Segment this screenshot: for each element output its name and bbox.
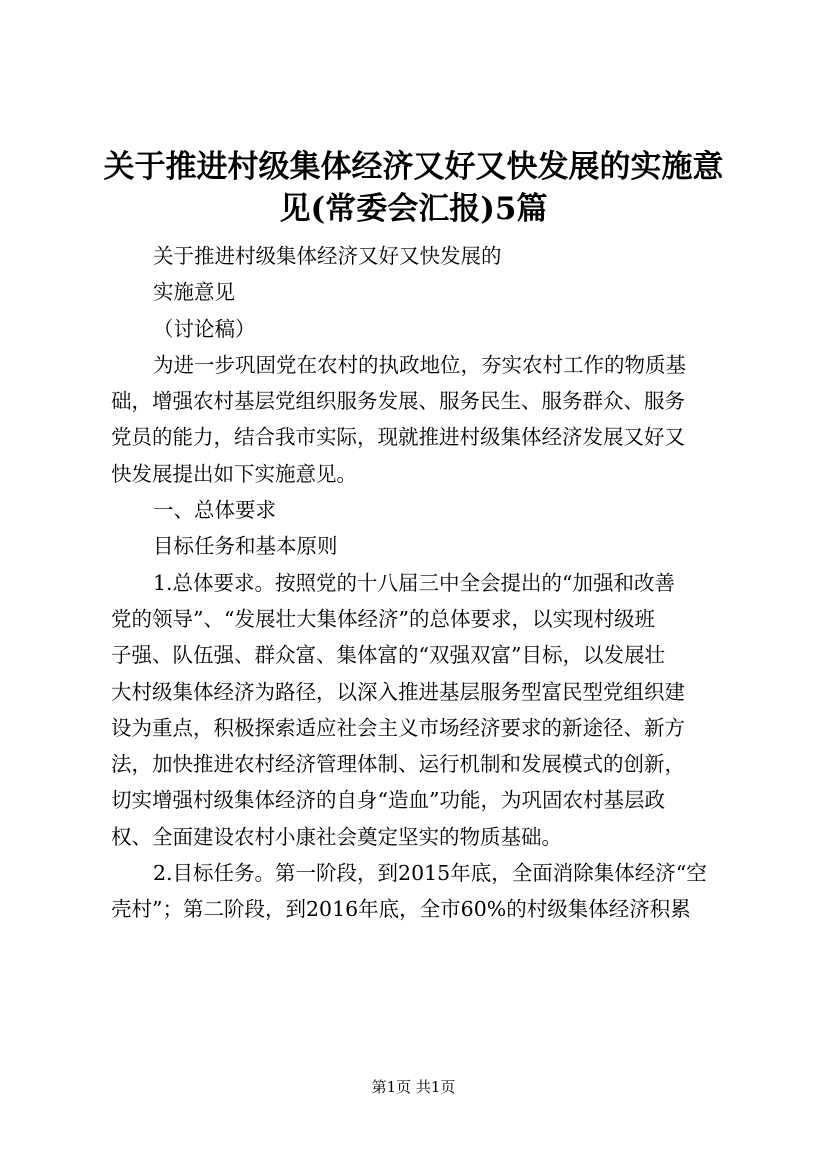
paragraph-line: 2.目标任务。第一阶段，到2015年底，全面消除集体经济“空 [153,861,707,886]
page-footer: 第1页 共1页 [371,1078,456,1096]
document-body [111,238,723,928]
paragraph [111,238,723,274]
paragraph [111,528,723,564]
paragraph-line: 大村级集体经济为路径，以深入推进基层服务型富民型党组织建 [111,679,685,704]
paragraph-line: 壳村”；第二阶段，到2016年底，全市60%的村级集体经济积累 [111,897,691,922]
paragraph-line: 切实增强村级集体经济的自身“造血”功能，为巩固农村基层政 [111,788,665,813]
paragraph-line: 子强、队伍强、群众富、集体富的“双强双富”目标，以发展壮 [111,643,665,668]
paragraph-line: 快发展提出如下实施意见。 [111,461,357,486]
paragraph-line: 础，增强农村基层党组织服务发展、服务民生、服务群众、服务 [111,389,685,414]
paragraph-line: 为进一步巩固党在农村的执政地位，夯实农村工作的物质基 [153,352,686,377]
paragraph-line: 目标任务和基本原则 [153,534,338,559]
paragraph-line: 党员的能力，结合我市实际，现就推进村级集体经济发展又好又 [111,425,685,450]
paragraph-line: 设为重点，积极探索适应社会主义市场经济要求的新途径、新方 [111,715,685,740]
paragraph-line: 实施意见 [153,280,235,305]
paragraph-line: 一、总体要求 [153,498,276,523]
paragraph-line: 关于推进村级集体经济又好又快发展的 [153,244,502,268]
paragraph-line: 法，加快推进农村经济管理体制、运行机制和发展模式的创新， [111,752,685,777]
paragraph [111,492,723,528]
title-line-2: 见(常委会汇报)5篇 [279,191,548,227]
paragraph-line: 党的领导”、“发展壮大集体经济”的总体要求，以实现村级班 [111,606,655,631]
title-line-1: 关于推进村级集体经济又好又快发展的实施意 [103,149,724,185]
paragraph [111,274,723,310]
paragraph [111,311,723,347]
paragraph-line: （讨论稿） [153,316,256,341]
paragraph [111,565,723,855]
paragraph [111,347,723,492]
paragraph-line: 权、全面建设农村小康社会奠定坚实的物质基础。 [111,824,562,849]
document-title [100,146,727,230]
paragraph [111,855,723,928]
paragraph-line: 1.总体要求。按照党的十八届三中全会提出的“加强和改善 [153,570,676,595]
